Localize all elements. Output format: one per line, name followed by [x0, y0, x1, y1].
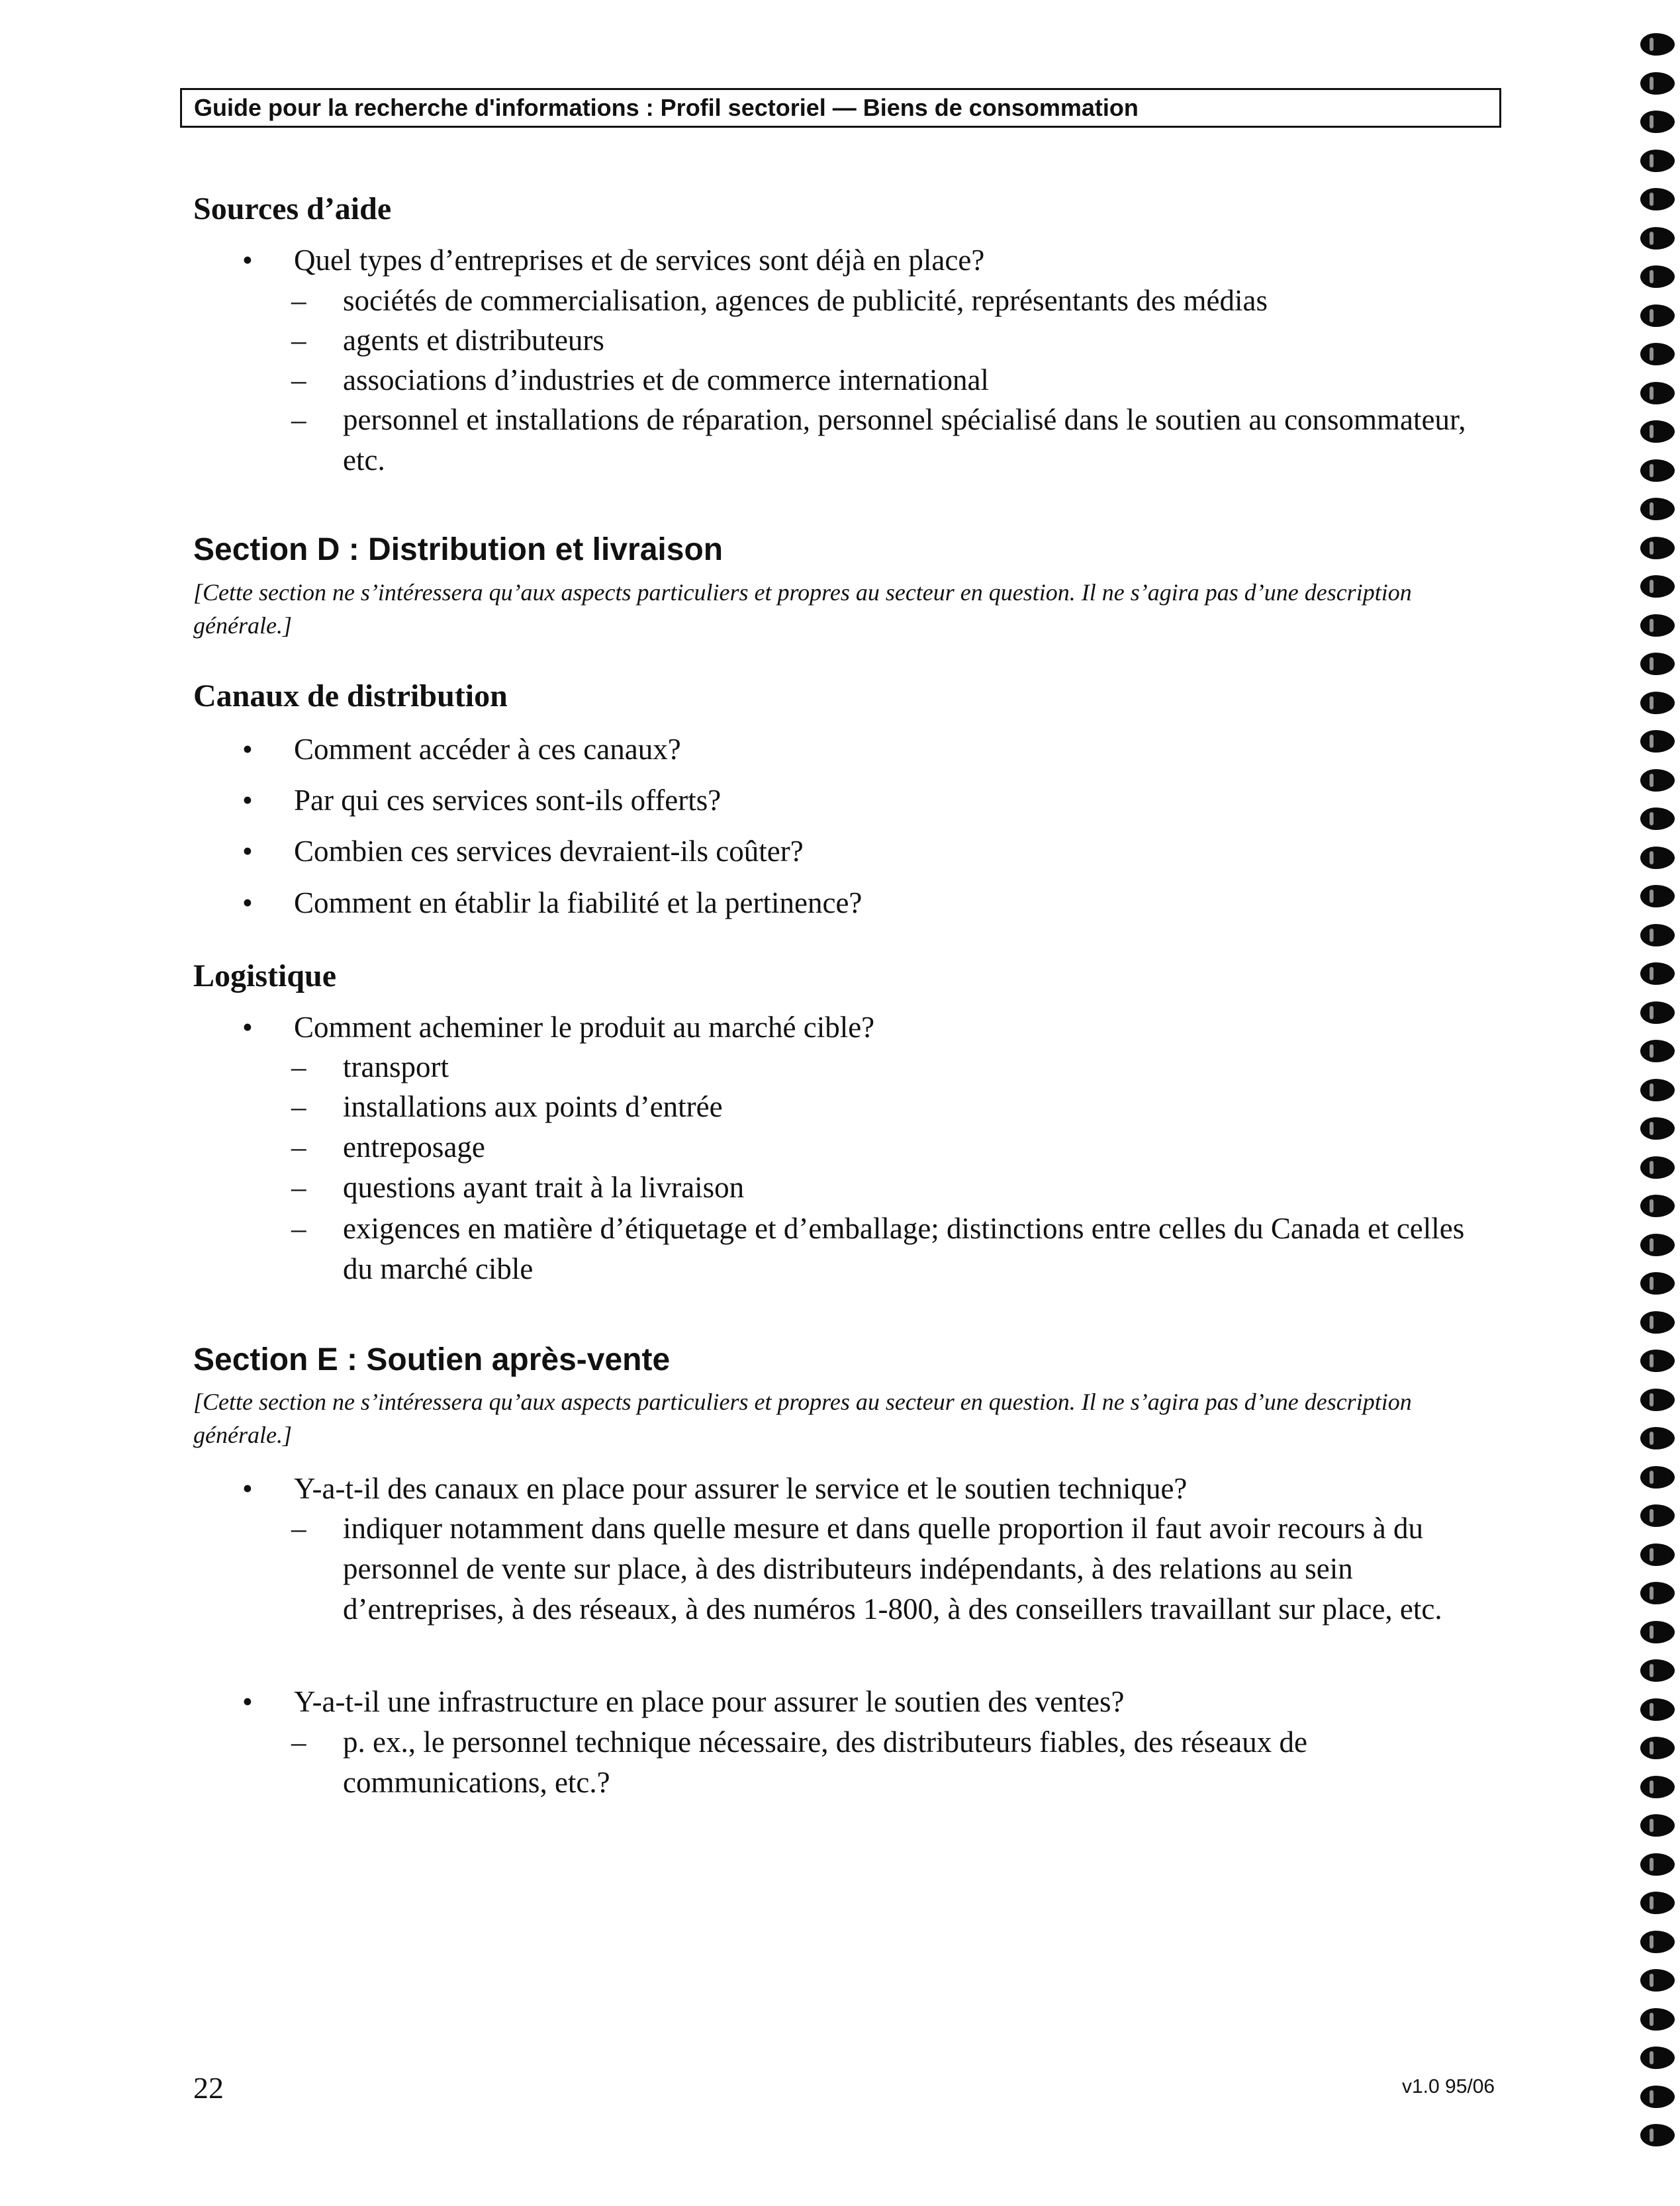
dash-mark: – [291, 1050, 306, 1083]
sub-list-item [291, 281, 1483, 321]
dash-mark: – [291, 1212, 306, 1245]
binding-ring [1640, 1543, 1675, 1566]
heading-section-e: Section E : Soutien après-vente [193, 1342, 671, 1377]
binding-ring [1640, 1737, 1675, 1759]
binding-ring [1640, 1311, 1675, 1334]
binding-ring [1640, 1079, 1675, 1101]
bullet-mark: • [242, 1472, 253, 1505]
binding-ring [1640, 498, 1675, 520]
sub-list-item-text: exigences en matière d’étiquetage et d’emballage; distinctions entre celles du Canada et celles du marché cible [343, 1212, 1465, 1285]
dash-mark: – [291, 1130, 306, 1164]
running-header-title: Guide pour la recherche d'informations : Profil sectoriel — Biens de consommation [194, 94, 1139, 121]
bullet-mark: • [242, 733, 253, 766]
bullet-mark: • [242, 1685, 253, 1718]
heading-section-d: Section D : Distribution et livraison [193, 532, 723, 567]
bullet-mark: • [242, 784, 253, 817]
list-item-text: Y-a-t-il des canaux en place pour assurer le service et le soutien technique? [294, 1472, 1188, 1505]
section-note: [Cette section ne s’intéressera qu’aux aspects particuliers et propres au secteur en question. Il ne s’agira pas d’une description générale.] [193, 1389, 1412, 1448]
binding-ring [1640, 2008, 1675, 2031]
binding-ring [1640, 420, 1675, 443]
list-item [242, 1007, 1487, 1048]
sub-list-item [291, 1087, 1483, 1127]
binding-ring [1640, 1504, 1675, 1527]
heading-sources-aide: Sources d’aide [193, 191, 392, 226]
sub-list-item-text: entreposage [343, 1130, 485, 1164]
binding-ring [1640, 924, 1675, 946]
sub-list-item-text: p. ex., le personnel technique nécessaire, des distributeurs fiables, des réseaux de communications, etc.? [343, 1725, 1307, 1799]
binding-ring [1640, 614, 1675, 637]
binding-ring [1640, 1466, 1675, 1489]
dash-mark: – [291, 1725, 306, 1759]
sub-list-item-text: indiquer notamment dans quelle mesure et dans quelle proportion il faut avoir recours à du personnel de vente sur place, à des distributeurs indépendants, à des relations au sein d’entreprises, à des réseaux, à des numéros 1-800, à des conseillers travaillant sur place, etc. [343, 1512, 1442, 1626]
sub-list-item [291, 320, 1483, 361]
binding-ring [1640, 72, 1675, 95]
running-header [180, 88, 1501, 128]
binding-ring [1640, 1040, 1675, 1062]
binding-ring [1640, 1195, 1675, 1217]
dash-mark: – [291, 284, 306, 317]
list-item-text: Comment acheminer le produit au marché cible? [294, 1011, 875, 1044]
list-item-text: Comment en établir la fiabilité et la pertinence? [294, 886, 863, 919]
bullet-mark: • [242, 835, 253, 868]
binding-ring [1640, 1931, 1675, 1953]
sub-list-item [291, 400, 1483, 481]
dash-mark: – [291, 403, 306, 436]
dash-mark: – [291, 1171, 306, 1204]
sub-list-item [291, 1168, 1483, 1208]
binding-ring [1640, 188, 1675, 210]
binding-ring [1640, 730, 1675, 753]
sub-list-item [291, 360, 1483, 400]
binding-ring [1640, 1814, 1675, 1837]
binding-ring [1640, 382, 1675, 404]
bullet-mark: • [242, 886, 253, 919]
binding-ring [1640, 1659, 1675, 1682]
sub-list-item-text: personnel et installations de réparation, personnel spécialisé dans le soutien au consommateur, etc. [343, 403, 1466, 477]
binding-ring [1640, 807, 1675, 830]
version-label: v1.0 95/06 [1402, 2076, 1495, 2097]
sub-list-item-text: associations d’industries et de commerce international [343, 363, 989, 396]
binding-ring [1640, 343, 1675, 365]
sub-list-item [291, 1047, 1483, 1087]
binding-ring [1640, 692, 1675, 714]
binding-ring [1640, 1117, 1675, 1140]
binding-ring [1640, 2086, 1675, 2108]
heading-logistique: Logistique [193, 958, 337, 993]
sub-list-item [291, 1722, 1483, 1803]
list-item [242, 1681, 1487, 1722]
binding-ring [1640, 227, 1675, 250]
binding-ring [1640, 1389, 1675, 1411]
list-item-text: Par qui ces services sont-ils offerts? [294, 784, 722, 817]
binding-ring [1640, 1582, 1675, 1604]
binding-ring [1640, 769, 1675, 792]
section-note: [Cette section ne s’intéressera qu’aux aspects particuliers et propres au secteur en question. Il ne s’agira pas d’une description générale.] [193, 579, 1412, 639]
binding-ring [1640, 1892, 1675, 1914]
sub-list-item [291, 1209, 1483, 1289]
binding-ring [1640, 459, 1675, 482]
binding-ring [1640, 1234, 1675, 1256]
binding-ring [1640, 1621, 1675, 1643]
dash-mark: – [291, 363, 306, 396]
bullet-mark: • [242, 1011, 253, 1044]
binding-ring [1640, 1001, 1675, 1024]
binding-ring [1640, 1156, 1675, 1179]
bullet-mark: • [242, 244, 253, 277]
list-item-text: Combien ces services devraient-ils coûter? [294, 835, 804, 868]
page-number: 22 [193, 2071, 224, 2105]
binding-ring [1640, 847, 1675, 869]
sub-list-item-text: sociétés de commercialisation, agences de publicité, représentants des médias [343, 284, 1268, 317]
dash-mark: – [291, 1512, 306, 1545]
list-item [242, 831, 1487, 872]
binding-ring [1640, 575, 1675, 598]
binding-ring [1640, 1969, 1675, 1992]
spiral-binding [1640, 33, 1680, 2206]
dash-mark: – [291, 324, 306, 357]
list-item [242, 1468, 1487, 1509]
sub-list-item-text: questions ayant trait à la livraison [343, 1171, 745, 1204]
binding-ring [1640, 1427, 1675, 1449]
sub-list-item [291, 1508, 1483, 1630]
binding-ring [1640, 265, 1675, 288]
binding-ring [1640, 653, 1675, 675]
binding-ring [1640, 1698, 1675, 1721]
list-item-text: Y-a-t-il une infrastructure en place pour assurer le soutien des ventes? [294, 1685, 1125, 1718]
binding-ring [1640, 2046, 1675, 2069]
sub-list-item-text: transport [343, 1050, 449, 1083]
sub-list-item [291, 1127, 1483, 1168]
binding-ring [1640, 2124, 1675, 2146]
list-item [242, 780, 1487, 821]
heading-canaux-distribution: Canaux de distribution [193, 678, 508, 713]
binding-ring [1640, 111, 1675, 133]
binding-ring [1640, 1272, 1675, 1295]
sub-list-item-text: installations aux points d’entrée [343, 1090, 723, 1123]
binding-ring [1640, 1350, 1675, 1372]
list-item [242, 729, 1487, 770]
list-item-text: Quel types d’entreprises et de services sont déjà en place? [294, 244, 985, 277]
binding-ring [1640, 150, 1675, 172]
sub-list-item-text: agents et distributeurs [343, 324, 604, 357]
list-item [242, 882, 1487, 923]
dash-mark: – [291, 1090, 306, 1123]
binding-ring [1640, 1853, 1675, 1876]
binding-ring [1640, 885, 1675, 907]
binding-ring [1640, 1776, 1675, 1798]
binding-ring [1640, 304, 1675, 327]
binding-ring [1640, 33, 1675, 56]
list-item [242, 240, 1487, 281]
binding-ring [1640, 537, 1675, 559]
list-item-text: Comment accéder à ces canaux? [294, 733, 681, 766]
binding-ring [1640, 962, 1675, 985]
